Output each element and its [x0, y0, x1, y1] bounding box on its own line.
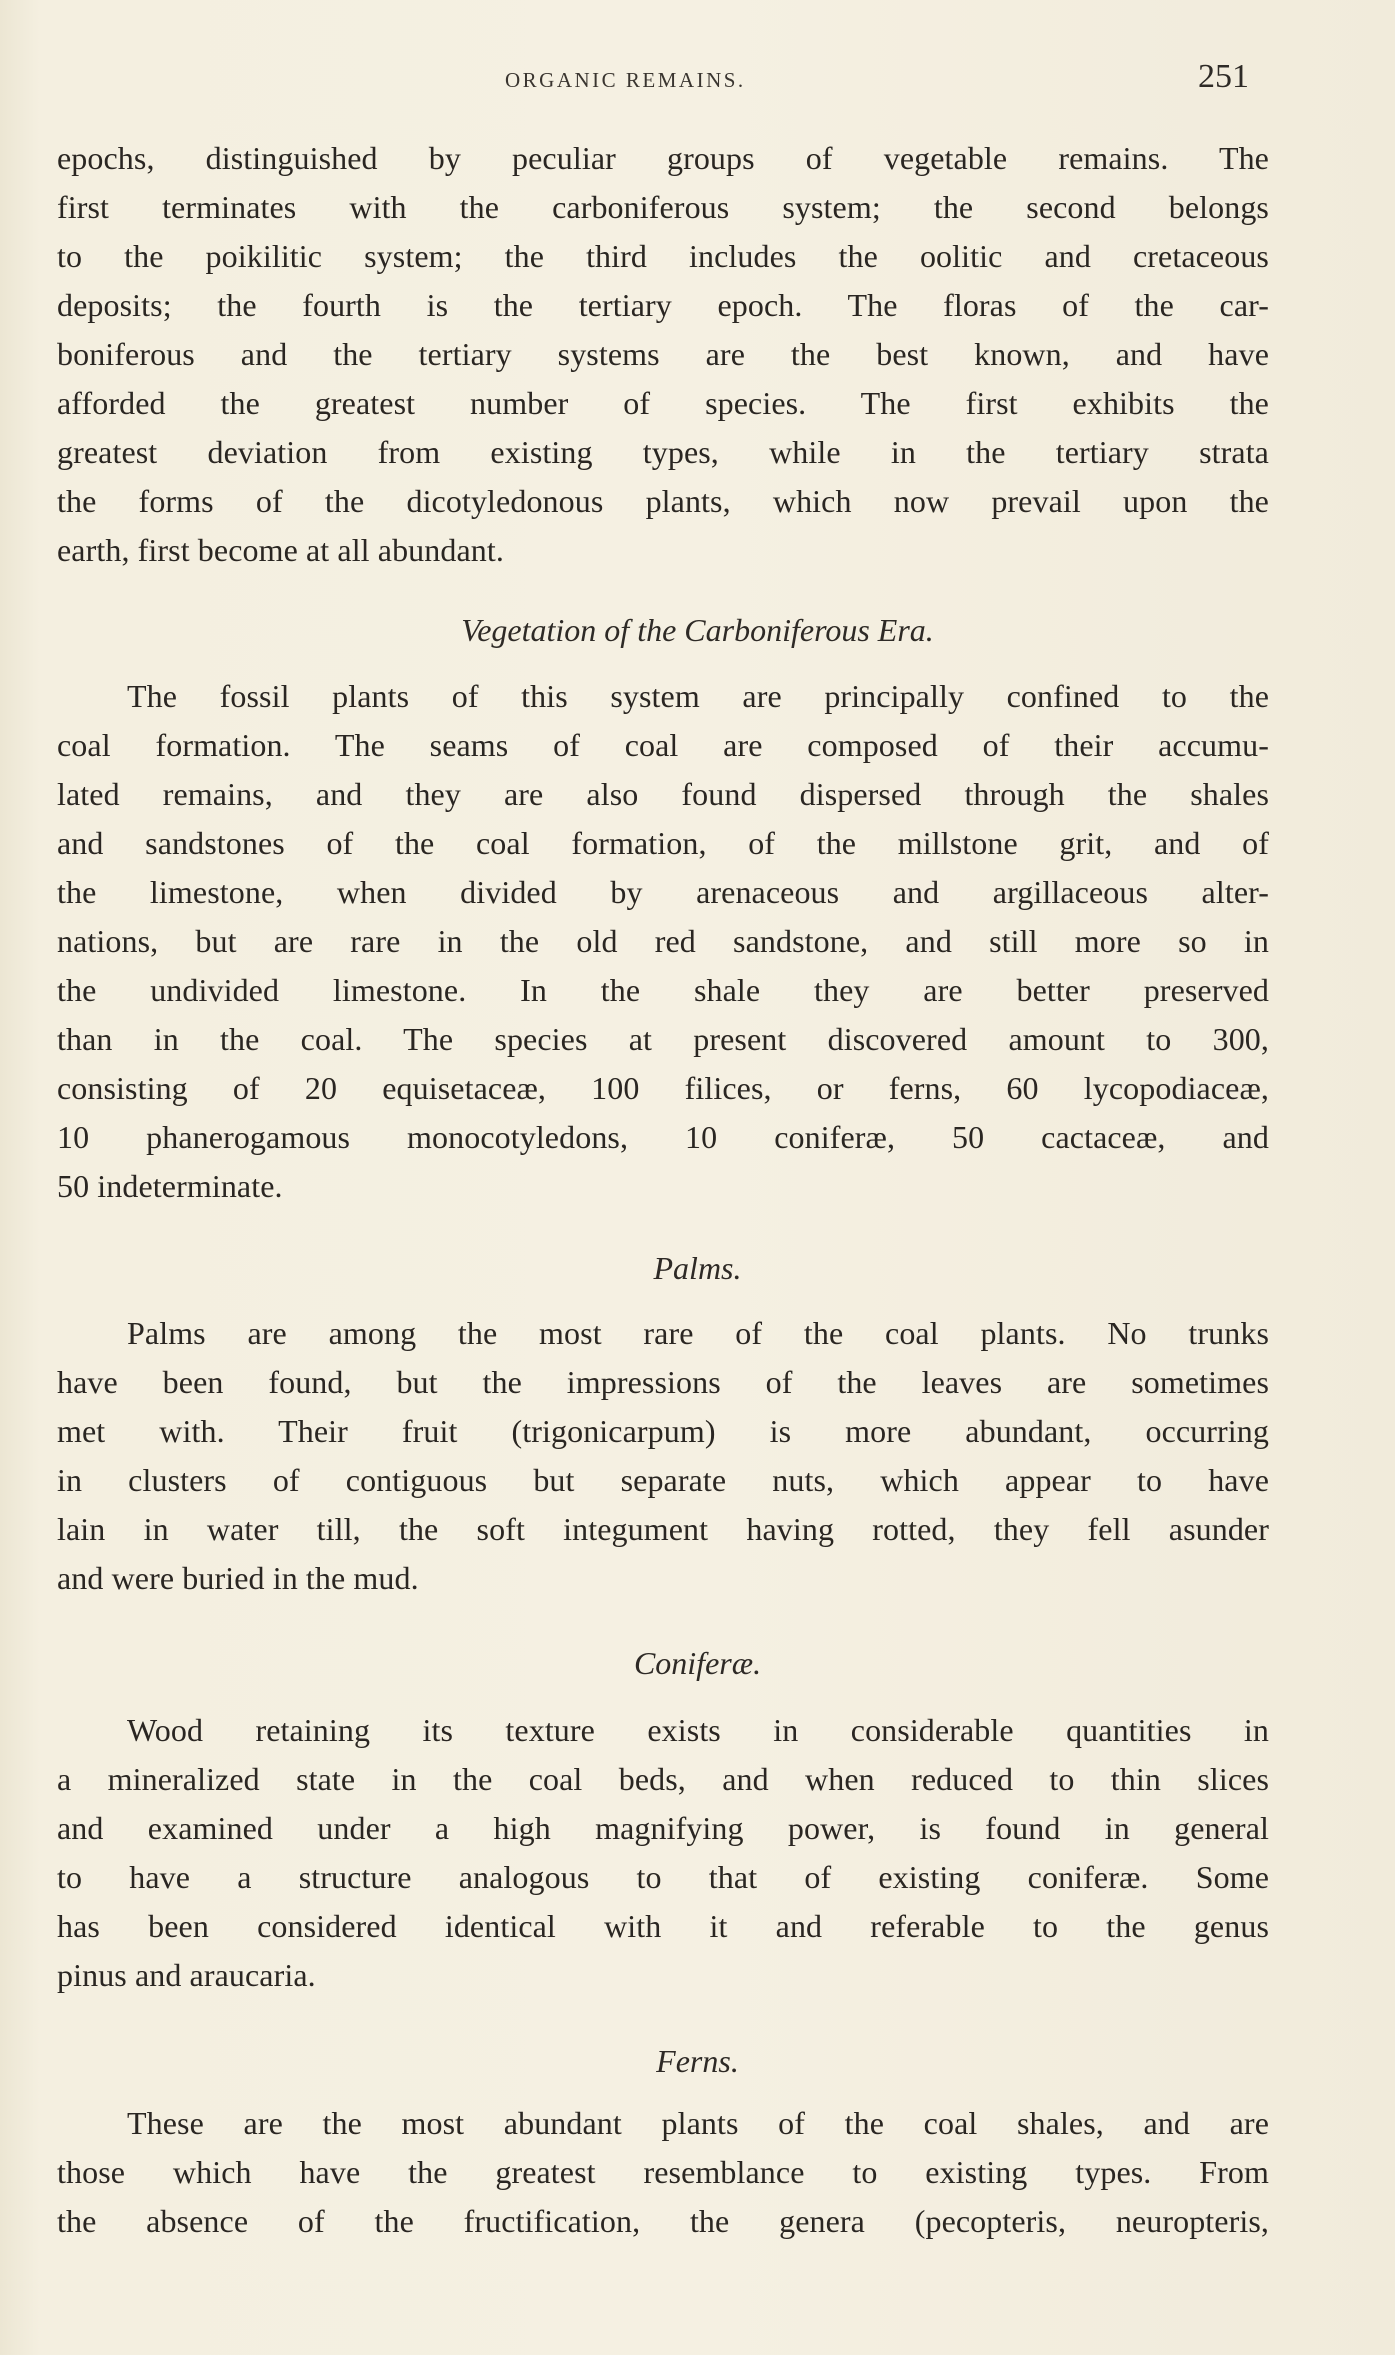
- text-line: coal formation. The seams of coal are composed of their accumu-: [57, 727, 1269, 763]
- text-line: Wood retaining its texture exists in considerable quantities in: [127, 1712, 1269, 1748]
- text-line: and examined under a high magnifying power, is found in general: [57, 1810, 1269, 1846]
- text-line: consisting of 20 equisetaceæ, 100 filices, or ferns, 60 lycopodiaceæ,: [57, 1070, 1269, 1106]
- text-line: to the poikilitic system; the third includes the oolitic and cretaceous: [57, 238, 1269, 274]
- text-line: boniferous and the tertiary systems are the best known, and have: [57, 336, 1269, 372]
- text-line: greatest deviation from existing types, while in the tertiary strata: [57, 434, 1269, 470]
- text-line: has been considered identical with it and referable to the genus: [57, 1908, 1269, 1944]
- running-title: ORGANIC REMAINS.: [505, 68, 746, 92]
- paragraph-palms: [57, 1309, 1269, 1603]
- paragraph-carboniferous: [57, 672, 1269, 1211]
- text-line: 10 phanerogamous monocotyledons, 10 coniferæ, 50 cactaceæ, and: [57, 1119, 1269, 1155]
- text-line: 50 indeterminate.: [57, 1168, 283, 1204]
- section-heading-carboniferous: Vegetation of the Carboniferous Era.: [461, 612, 934, 648]
- text-line: to have a structure analogous to that of existing coniferæ. Some: [57, 1859, 1269, 1895]
- text-line: and were buried in the mud.: [57, 1560, 419, 1596]
- text-line: a mineralized state in the coal beds, and when reduced to thin slices: [57, 1761, 1269, 1797]
- text-line: have been found, but the impressions of the leaves are sometimes: [57, 1364, 1269, 1400]
- text-line: the absence of the fructification, the genera (pecopteris, neuropteris,: [57, 2203, 1269, 2239]
- text-line: those which have the greatest resemblance to existing types. From: [57, 2154, 1269, 2190]
- text-line: the forms of the dicotyledonous plants, which now prevail upon the: [57, 483, 1269, 519]
- text-line: These are the most abundant plants of the coal shales, and are: [127, 2105, 1269, 2141]
- text-line: and sandstones of the coal formation, of the millstone grit, and of: [57, 825, 1269, 861]
- text-line: the undivided limestone. In the shale they are better preserved: [57, 972, 1269, 1008]
- text-line: the limestone, when divided by arenaceous and argillaceous alter-: [57, 874, 1269, 910]
- text-line: in clusters of contiguous but separate nuts, which appear to have: [57, 1462, 1269, 1498]
- text-line: than in the coal. The species at present discovered amount to 300,: [57, 1021, 1269, 1057]
- text-line: lain in water till, the soft integument having rotted, they fell asunder: [57, 1511, 1269, 1547]
- text-line: first terminates with the carboniferous system; the second belongs: [57, 189, 1269, 225]
- text-line: pinus and araucaria.: [57, 1957, 316, 1993]
- section-heading-palms: Palms.: [653, 1250, 742, 1286]
- text-line: deposits; the fourth is the tertiary epoch. The floras of the car-: [57, 287, 1269, 323]
- section-heading-coniferae: Coniferæ.: [633, 1645, 762, 1681]
- running-head: [0, 58, 1395, 98]
- text-line: earth, first become at all abundant.: [57, 532, 504, 568]
- paragraph-coniferae: [57, 1706, 1269, 2000]
- page-number: 251: [1198, 58, 1249, 95]
- text-line: epochs, distinguished by peculiar groups of vegetable remains. The: [57, 140, 1269, 176]
- section-heading-ferns: Ferns.: [656, 2043, 739, 2079]
- text-line: nations, but are rare in the old red sandstone, and still more so in: [57, 923, 1269, 959]
- paragraph-ferns: [57, 2099, 1269, 2246]
- text-line: The fossil plants of this system are principally confined to the: [127, 678, 1269, 714]
- text-line: met with. Their fruit (trigonicarpum) is more abundant, occurring: [57, 1413, 1269, 1449]
- text-line: afforded the greatest number of species. The first exhibits the: [57, 385, 1269, 421]
- paragraph-intro: [57, 134, 1269, 575]
- text-line: Palms are among the most rare of the coal plants. No trunks: [127, 1315, 1269, 1351]
- text-line: lated remains, and they are also found dispersed through the shales: [57, 776, 1269, 812]
